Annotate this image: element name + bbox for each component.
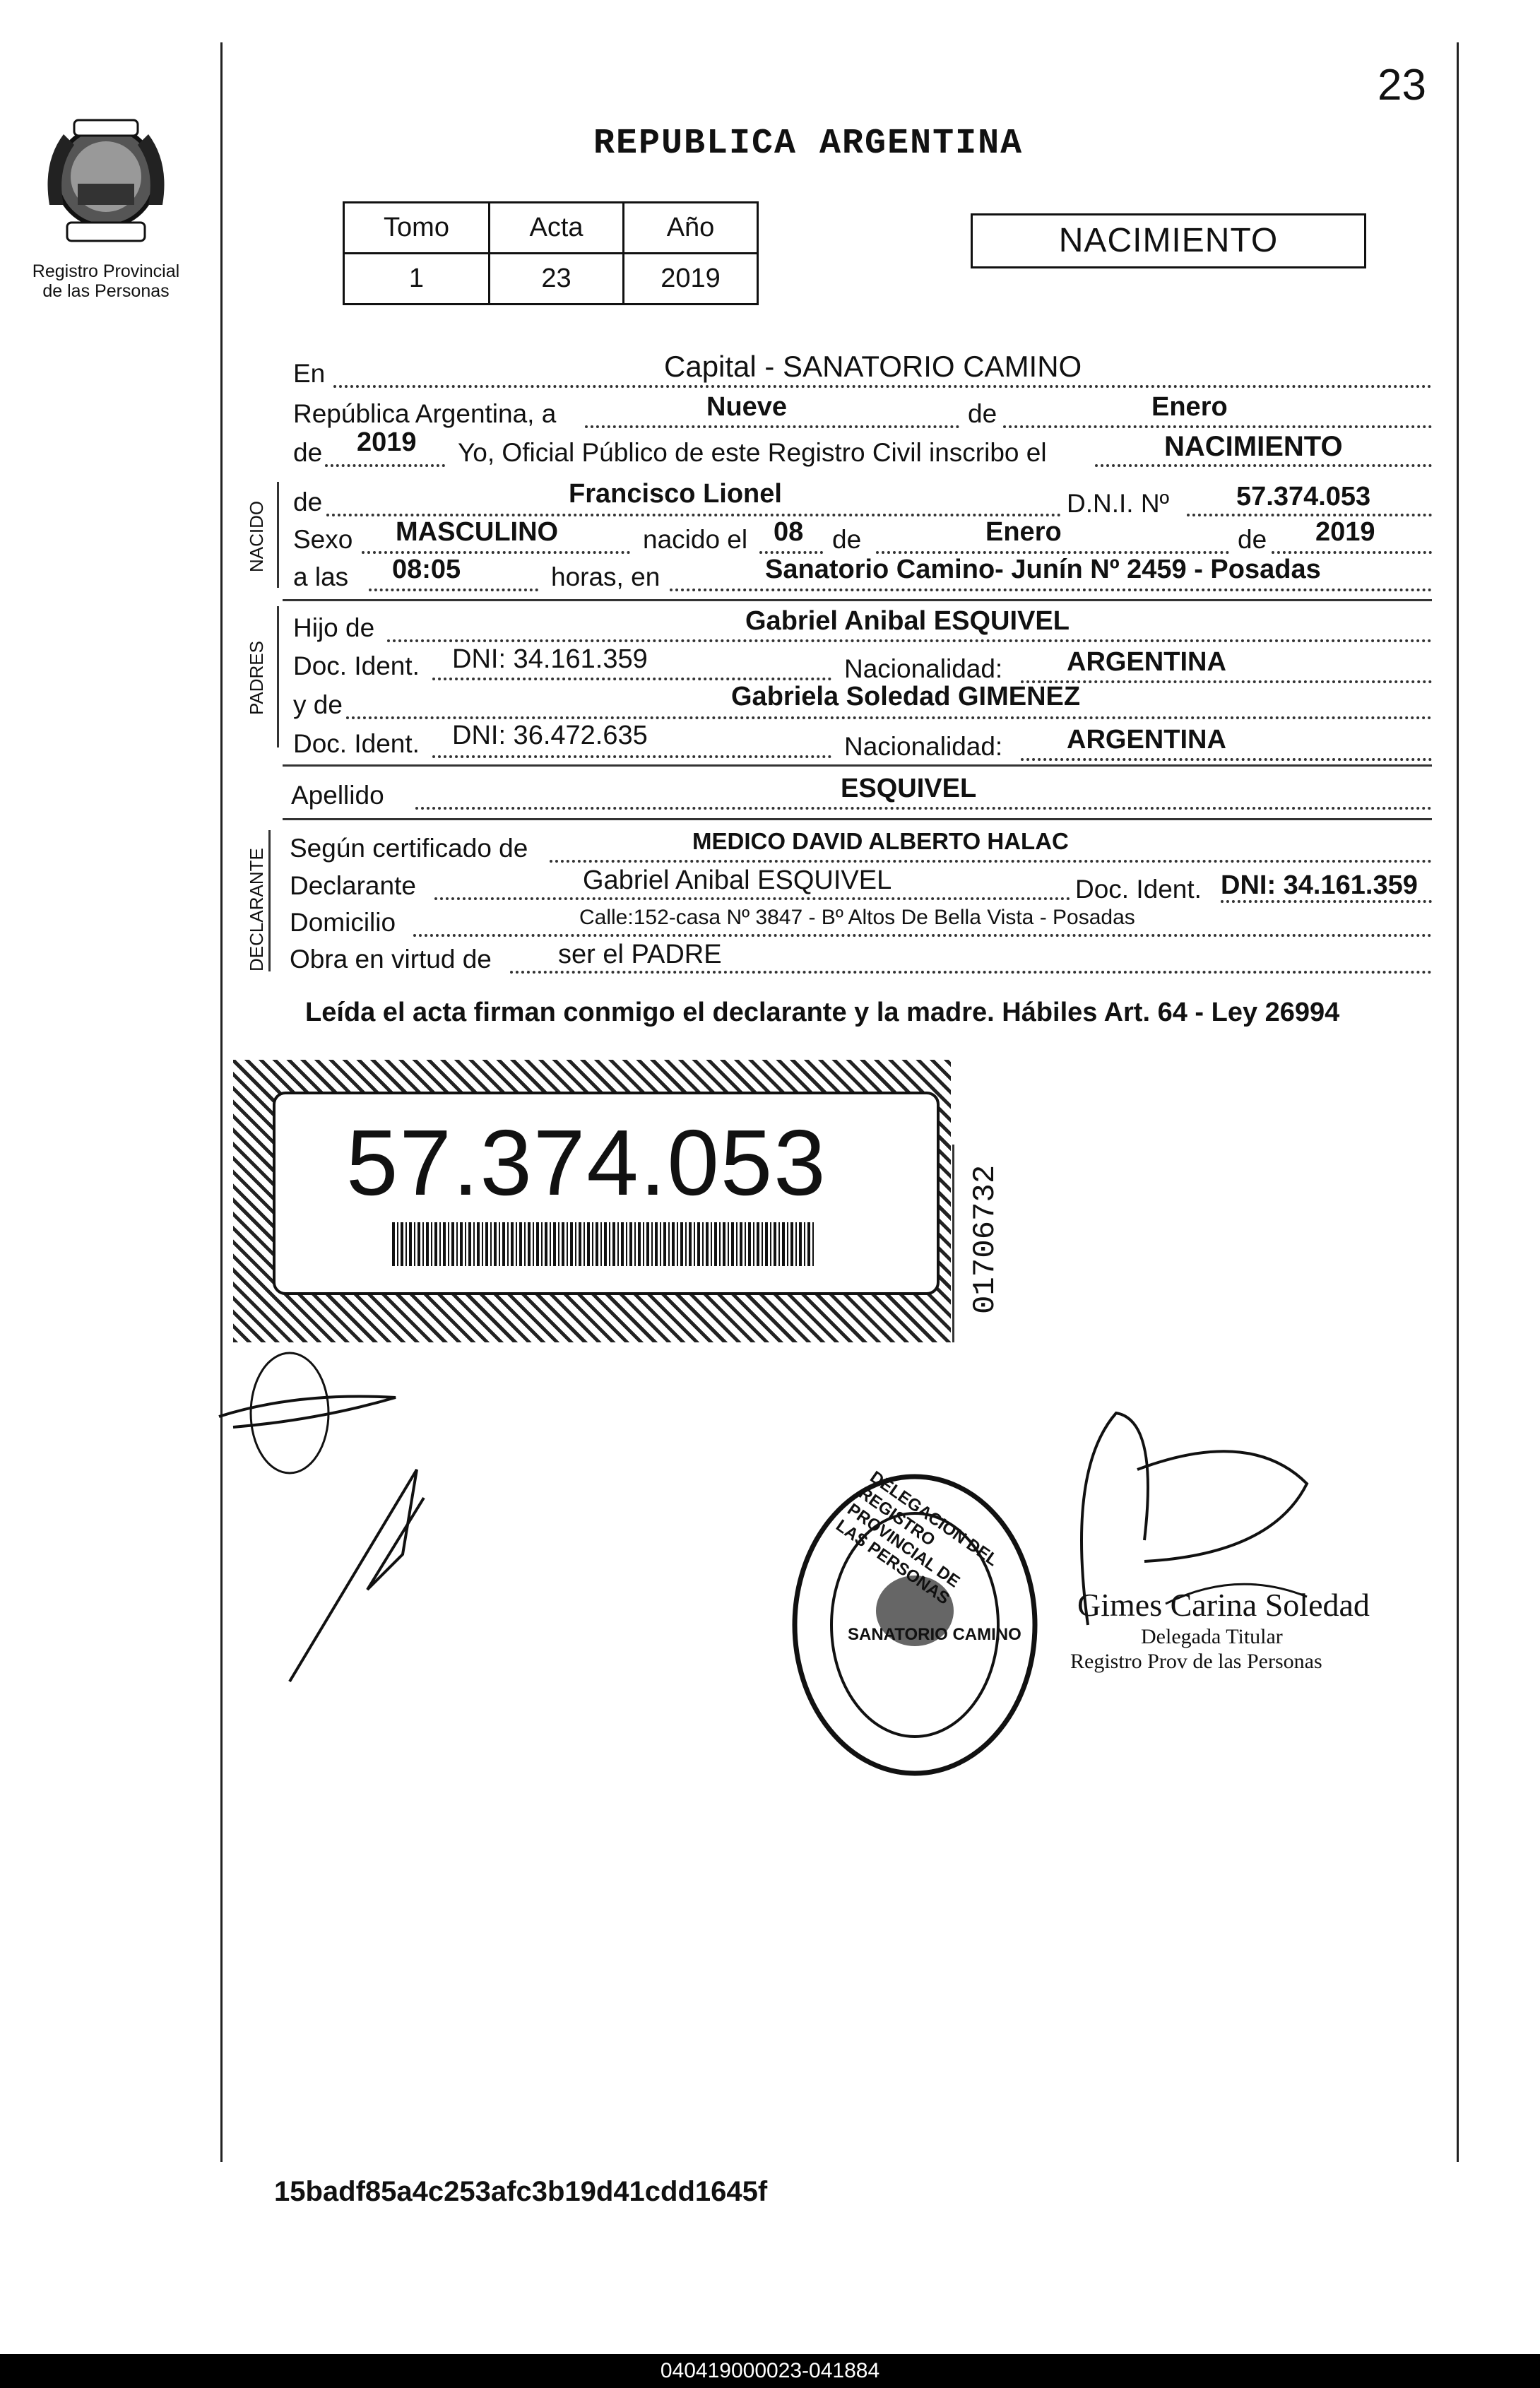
label-sexo: Sexo <box>293 525 353 554</box>
page-number: 23 <box>1378 61 1426 110</box>
footer-id: 040419000023-041884 <box>0 2354 1540 2388</box>
dotted-line <box>876 551 1229 554</box>
value-obra: ser el PADRE <box>558 940 722 969</box>
dotted-line <box>1221 900 1432 903</box>
label-de: de <box>1238 525 1267 554</box>
dotted-line <box>1272 551 1432 554</box>
dotted-line <box>387 639 1432 642</box>
page-title: REPUBLICA ARGENTINA <box>593 124 1024 164</box>
serial-number: 01706732 <box>968 1164 1003 1314</box>
value-declarante-doc: DNI: 34.161.359 <box>1221 870 1418 900</box>
label-doc-ident: Doc. Ident. <box>1075 875 1202 904</box>
closing-statement: Leída el acta firman conmigo el declarante y la madre. Hábiles Art. 64 - Ley 26994 <box>305 998 1340 1027</box>
dotted-line <box>415 807 1432 810</box>
section-label-declarante: DECLARANTE <box>246 848 267 971</box>
document-hash: 15badf85a4c253afc3b19d41cdd1645f <box>274 2176 768 2207</box>
dotted-line <box>326 514 1061 516</box>
dotted-line <box>585 425 959 428</box>
label-nacionalidad: Nacionalidad: <box>844 654 1003 683</box>
label-de: de <box>832 525 862 554</box>
label-obra: Obra en virtud de <box>290 945 492 974</box>
signer-name: Gimes Carina Soledad <box>1077 1587 1370 1623</box>
registry-name: Registro Provincial de las Personas <box>32 261 180 301</box>
section-divider <box>283 599 1432 601</box>
signer-role: Delegada Titular <box>1141 1625 1283 1648</box>
value-padre-doc: DNI: 34.161.359 <box>452 644 648 674</box>
record-table <box>343 201 759 305</box>
dotted-line <box>434 897 1070 900</box>
section-label-padres: PADRES <box>246 641 267 715</box>
acta-header: Acta <box>490 203 624 254</box>
anio-value: 2019 <box>624 254 758 305</box>
dotted-line <box>510 971 1432 974</box>
value-padre: Gabriel Anibal ESQUIVEL <box>745 606 1070 636</box>
value-dni: 57.374.053 <box>1236 482 1371 512</box>
left-margin-line <box>220 42 223 2162</box>
value-madre: Gabriela Soledad GIMENEZ <box>731 682 1081 711</box>
dotted-line <box>1095 464 1432 467</box>
label-declarante: Declarante <box>290 871 416 900</box>
dotted-line <box>413 934 1432 937</box>
label-de: de <box>968 399 997 428</box>
record-type-box: NACIMIENTO <box>971 213 1366 268</box>
value-anio-acta: 2019 <box>357 427 417 457</box>
dotted-line <box>432 678 831 680</box>
value-dia-nac: 08 <box>774 517 804 547</box>
label-doc-ident: Doc. Ident. <box>293 729 420 758</box>
right-margin-line <box>1457 42 1459 2162</box>
label-dni: D.N.I. Nº <box>1067 489 1170 518</box>
section-divider <box>283 818 1432 820</box>
section-divider <box>283 764 1432 767</box>
label-doc-ident: Doc. Ident. <box>293 651 420 680</box>
value-domicilio: Calle:152-casa Nº 3847 - Bº Altos De Bella Vista - Posadas <box>579 906 1135 929</box>
label-de: de <box>293 487 323 516</box>
dotted-line <box>1187 514 1432 516</box>
dotted-line <box>346 716 1432 719</box>
signature-center-icon <box>283 1455 452 1689</box>
value-madre-nac: ARGENTINA <box>1067 725 1226 755</box>
dotted-line <box>1021 680 1432 683</box>
section-label-nacido: NACIDO <box>246 500 267 572</box>
dotted-line <box>1021 758 1432 761</box>
anio-header: Año <box>624 203 758 254</box>
value-acto: NACIMIENTO <box>1164 431 1343 462</box>
value-nombre: Francisco Lionel <box>569 479 782 509</box>
label-en: En <box>293 359 326 388</box>
label-republica: República Argentina, a <box>293 399 557 428</box>
tomo-header: Tomo <box>344 203 490 254</box>
seal-ring-text: DELEGACION DEL REGISTRO PROVINCIAL DE LAS PERSONAS <box>832 1467 1002 1609</box>
value-lugar: Capital - SANATORIO CAMINO <box>664 350 1082 383</box>
dotted-line <box>759 551 823 554</box>
section-bracket <box>277 606 279 747</box>
value-declarante: Gabriel Anibal ESQUIVEL <box>583 865 892 895</box>
label-nacido-el: nacido el <box>643 525 748 554</box>
label-de: de <box>293 438 323 467</box>
value-padre-nac: ARGENTINA <box>1067 647 1226 677</box>
tomo-value: 1 <box>344 254 490 305</box>
value-certificado: MEDICO DAVID ALBERTO HALAC <box>692 828 1069 854</box>
label-y-de: y de <box>293 690 343 719</box>
signer-org: Registro Prov de las Personas <box>1070 1650 1322 1673</box>
dotted-line <box>432 755 831 758</box>
label-hijo-de: Hijo de <box>293 613 375 642</box>
label-segun: Según certificado de <box>290 834 528 863</box>
value-dia-texto: Nueve <box>706 392 788 422</box>
barcode <box>392 1222 816 1266</box>
value-hora: 08:05 <box>392 555 461 584</box>
label-a-las: a las <box>293 562 349 591</box>
dotted-line <box>1003 425 1432 428</box>
value-madre-doc: DNI: 36.472.635 <box>452 721 648 750</box>
acta-value: 23 <box>490 254 624 305</box>
dotted-line <box>550 860 1432 863</box>
dotted-line <box>325 464 445 467</box>
label-nacionalidad: Nacionalidad: <box>844 732 1003 761</box>
label-domicilio: Domicilio <box>290 908 396 937</box>
misiones-coat-of-arms-icon <box>35 106 177 247</box>
dotted-line <box>333 385 1432 388</box>
section-bracket <box>268 830 271 971</box>
value-anio-nac: 2019 <box>1315 517 1375 547</box>
value-sexo: MASCULINO <box>396 517 559 547</box>
dni-number: 57.374.053 <box>346 1111 827 1214</box>
value-mes-nac: Enero <box>985 517 1062 547</box>
label-apellido: Apellido <box>291 781 384 810</box>
value-mes-texto: Enero <box>1151 392 1228 422</box>
seal-inner-text: SANATORIO CAMINO <box>848 1625 1021 1644</box>
label-yo: Yo, Oficial Público de este Registro Civil inscribo el <box>458 438 1047 467</box>
dotted-line <box>670 589 1432 591</box>
dotted-line <box>369 589 538 591</box>
value-lugar-nac: Sanatorio Camino- Junín Nº 2459 - Posadas <box>765 555 1321 584</box>
dotted-line <box>362 551 630 554</box>
section-bracket <box>277 482 279 588</box>
label-horas-en: horas, en <box>551 562 661 591</box>
value-apellido: ESQUIVEL <box>841 774 977 803</box>
